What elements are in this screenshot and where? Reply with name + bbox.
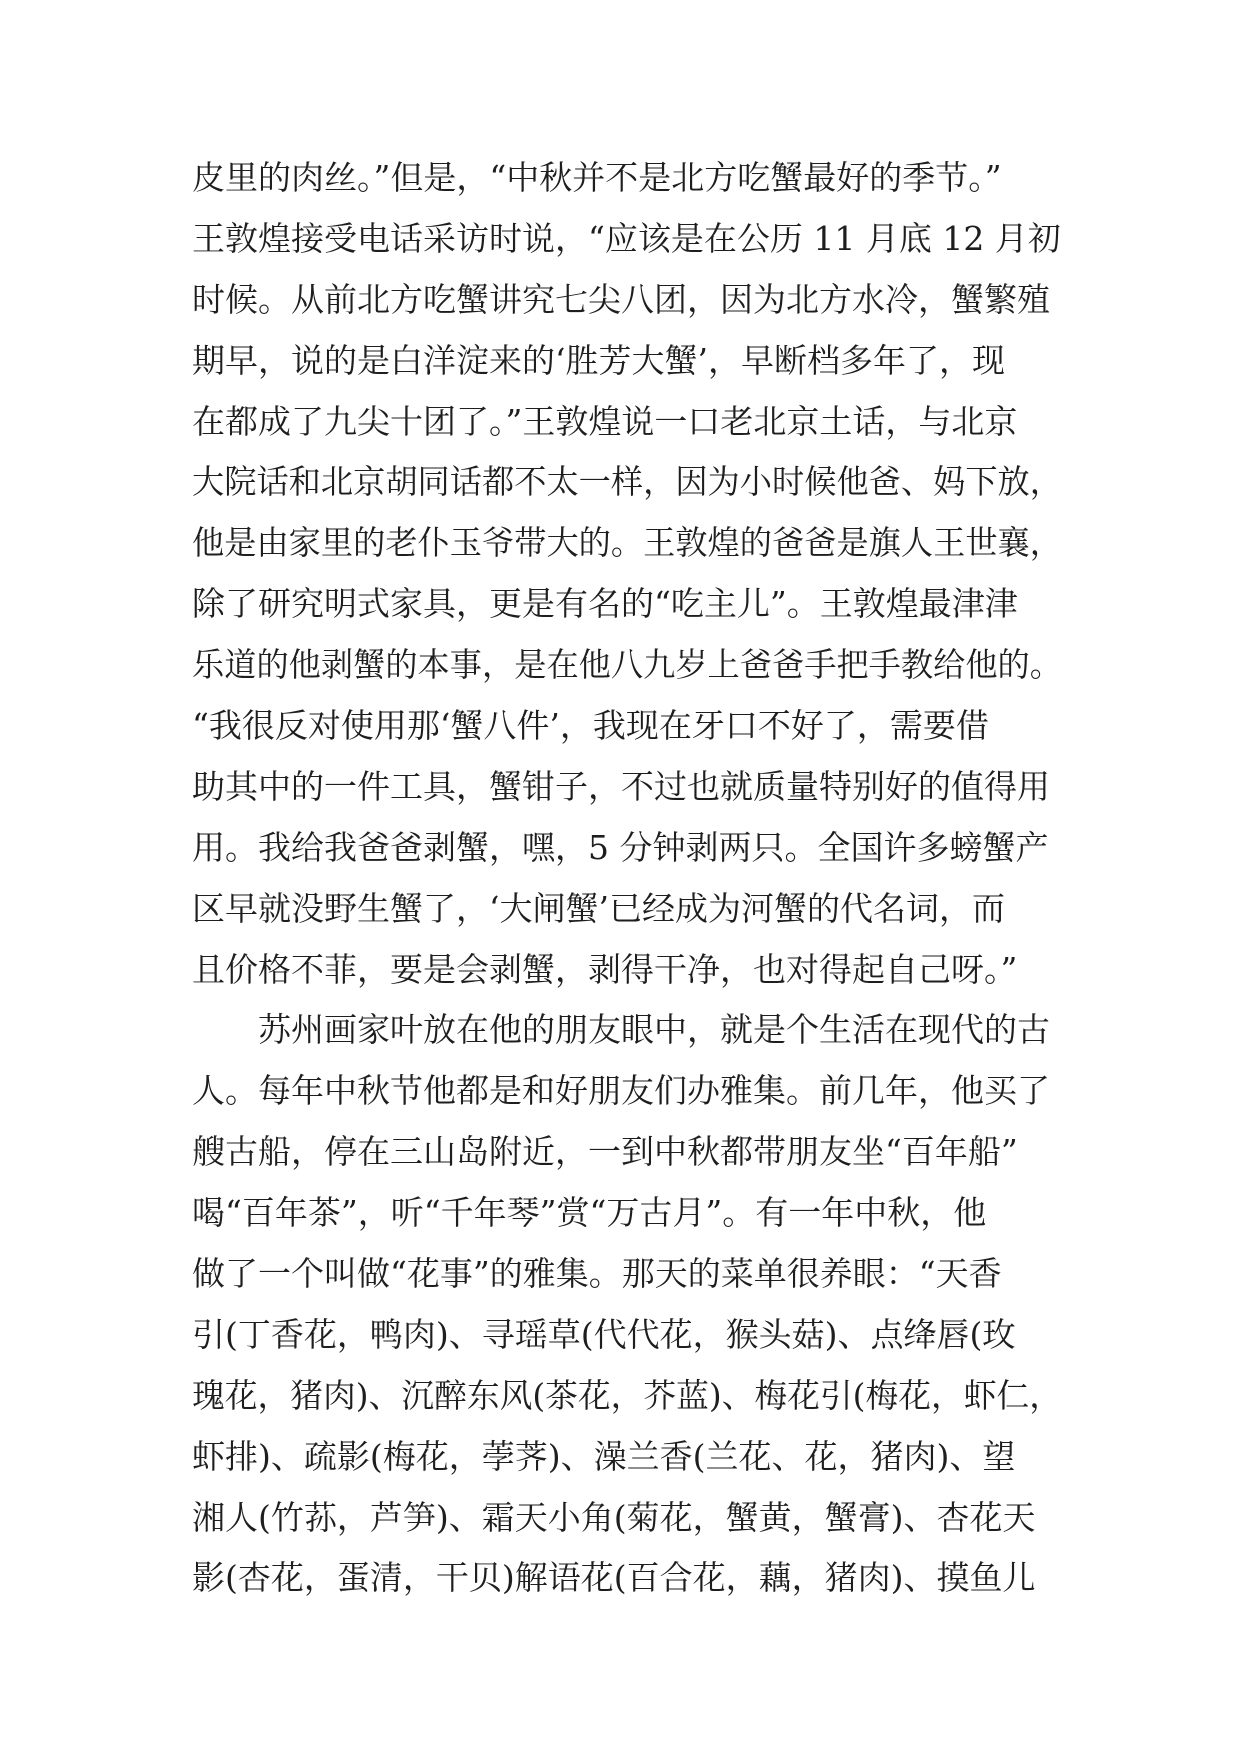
text-line: “我很反对使用那‘蟹八件’，我现在牙口不好了，需要借 — [192, 706, 989, 746]
text-line: 用。我给我爸爸剥蟹，嘿，5 分钟剥两只。全国许多螃蟹产 — [192, 827, 1049, 867]
text-line: 虾排)、疏影(梅花，荸荠)、澡兰香(兰花、花，猪肉)、望 — [192, 1436, 1016, 1476]
text-line: 他是由家里的老仆玉爷带大的。王敦煌的爸爸是旗人王世襄， — [192, 523, 1062, 563]
text-line: 大院话和北京胡同话都不太一样，因为小时候他爸、妈下放， — [192, 462, 1062, 502]
text-line: 做了一个叫做“花事”的雅集。那天的菜单很养眼：“天香 — [192, 1254, 1002, 1294]
text-line: 人。每年中秋节他都是和好朋友们办雅集。前几年，他买了 — [192, 1071, 1050, 1111]
text-line: 区早就没野生蟹了，‘大闸蟹’已经成为河蟹的代名词，而 — [192, 888, 1005, 928]
text-line: 喝“百年茶”，听“千年琴”赏“万古月”。有一年中秋，他 — [192, 1193, 987, 1233]
text-line: 助其中的一件工具，蟹钳子，不过也就质量特别好的值得用 — [192, 766, 1050, 806]
text-line: 时候。从前北方吃蟹讲究七尖八团，因为北方水冷，蟹繁殖 — [192, 279, 1050, 319]
paragraph-crab-story — [192, 148, 1062, 1000]
text-line: 影(杏花，蛋清，干贝)解语花(百合花，藕，猪肉)、摸鱼儿 — [192, 1558, 1036, 1598]
text-line: 苏州画家叶放在他的朋友眼中，就是个生活在现代的古 — [258, 1010, 1050, 1050]
text-line: 引(丁香花，鸭肉)、寻瑶草(代代花，猴头菇)、点绛唇(玫 — [192, 1314, 1016, 1354]
text-line: 艘古船，停在三山岛附近，一到中秋都带朋友坐“百年船” — [192, 1132, 1018, 1172]
text-line: 乐道的他剥蟹的本事，是在他八九岁上爸爸手把手教给他的。 — [192, 645, 1062, 685]
paragraph-ye-fang — [192, 1000, 1062, 1609]
text-line: 除了研究明式家具，更是有名的“吃主儿”。王敦煌最津津 — [192, 584, 1018, 624]
text-line: 期早，说的是白洋淀来的‘胜芳大蟹’，早断档多年了，现 — [192, 340, 1005, 380]
text-line: 皮里的肉丝。”但是，“中秋并不是北方吃蟹最好的季节。” — [192, 158, 1002, 197]
body-text — [192, 148, 1062, 1609]
text-line: 在都成了九尖十团了。”王敦煌说一口老北京土话，与北京 — [192, 401, 1018, 441]
text-line: 湘人(竹荪，芦笋)、霜天小角(菊花，蟹黄，蟹膏)、杏花天 — [192, 1497, 1036, 1537]
text-line: 瑰花，猪肉)、沉醉东风(茶花，芥蓝)、梅花引(梅花，虾仁， — [192, 1375, 1062, 1415]
text-line: 王敦煌接受电话采访时说，“应该是在公历 11 月底 12 月初 — [192, 218, 1061, 258]
text-line: 且价格不菲，要是会剥蟹，剥得干净，也对得起自己呀。” — [192, 949, 1018, 989]
